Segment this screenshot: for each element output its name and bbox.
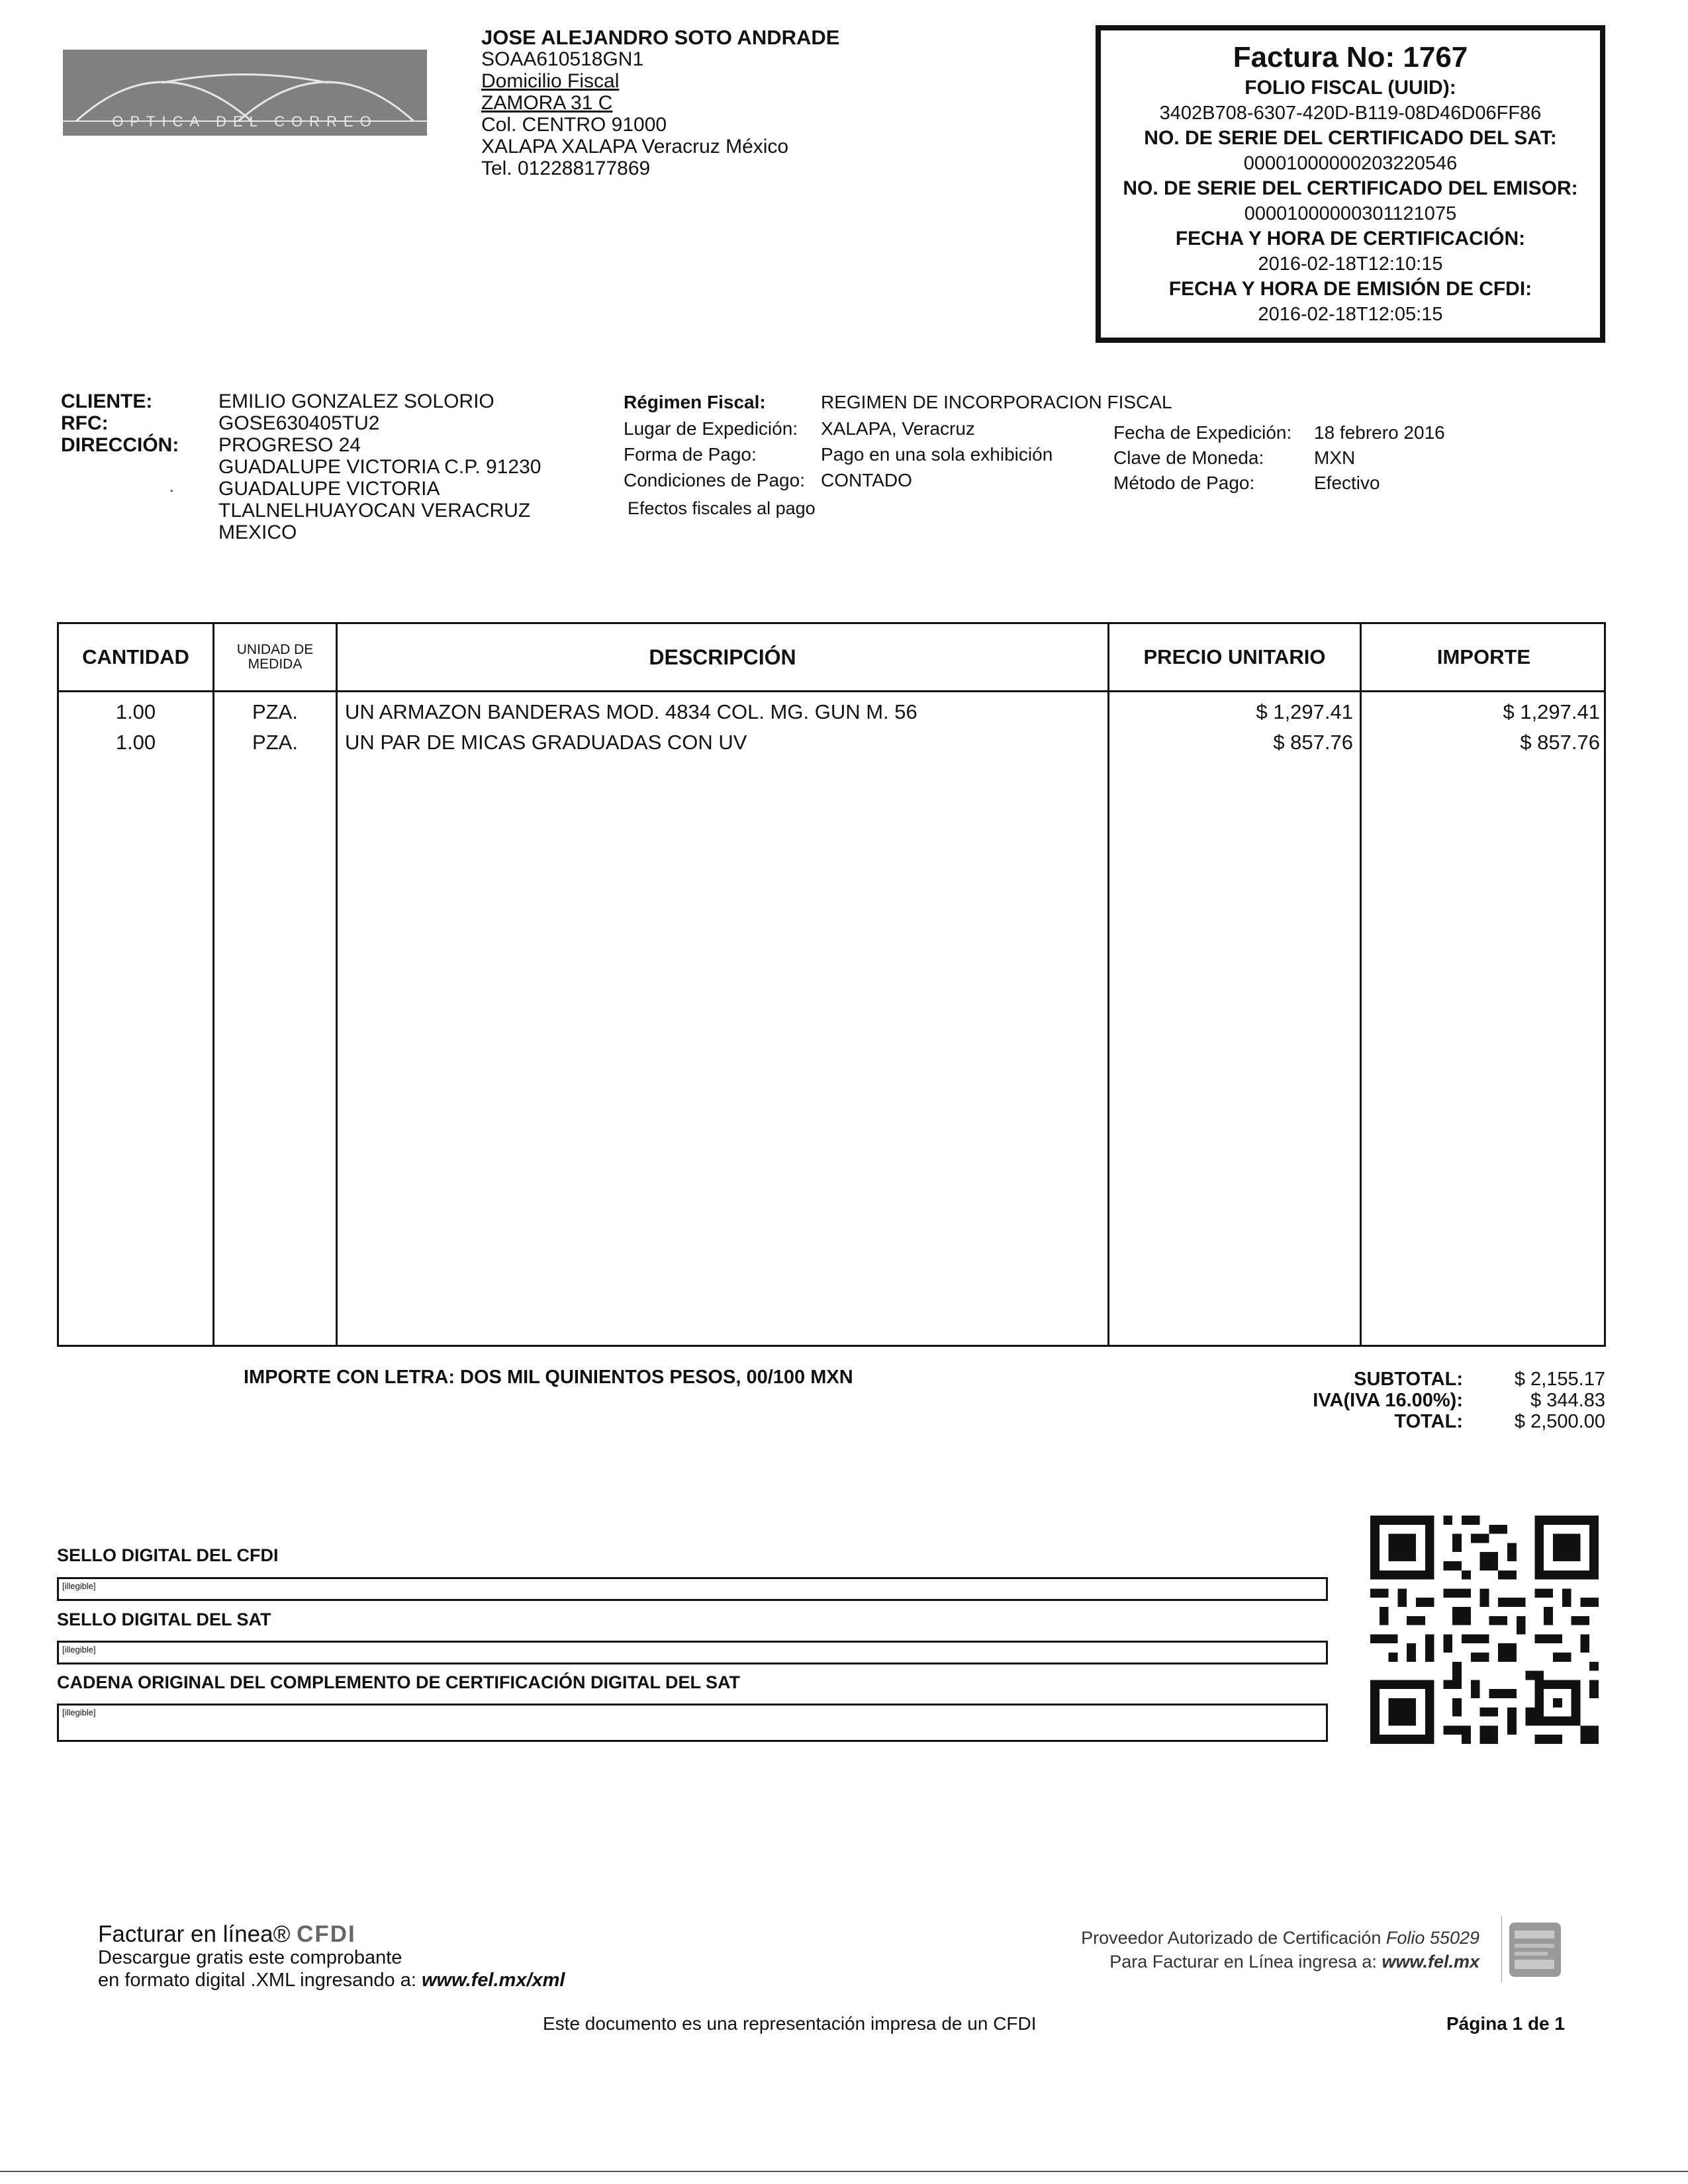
iva-value: $ 344.83: [1530, 1390, 1605, 1411]
emitter-info: [481, 26, 839, 179]
fel-brand: Facturar en línea®: [98, 1921, 291, 1947]
header-importe: IMPORTE: [1436, 645, 1531, 668]
fecha-expedicion-value: 18 febrero 2016: [1314, 422, 1445, 443]
folio-label: FOLIO FISCAL (UUID):: [1244, 77, 1456, 99]
totals-values: [1466, 1369, 1605, 1432]
fel-xml-line: [98, 1969, 565, 1991]
header-unidad: UNIDAD DE MEDIDA: [236, 642, 314, 672]
sat-certification-seal-icon: [1501, 1916, 1564, 1982]
certificacion-value: 2016-02-18T12:10:15: [1258, 253, 1443, 275]
fel-brand-line: [98, 1923, 565, 1946]
client-address-line: GUADALUPE VICTORIA: [218, 478, 440, 500]
qr-code: [1370, 1516, 1599, 1744]
client-labels: [61, 390, 179, 456]
stray-mark: .: [169, 478, 174, 496]
sello-cfdi-value: [illegible]: [57, 1577, 1328, 1601]
invoice-header-box: [1096, 25, 1605, 343]
row-2-importe: $ 857.76: [1520, 731, 1600, 754]
certificacion-label: FECHA Y HORA DE CERTIFICACIÓN:: [1175, 228, 1526, 250]
lugar-value: XALAPA, Veracruz: [821, 418, 975, 439]
iva-label: IVA(IVA 16.00%):: [1313, 1390, 1463, 1411]
client-info: [218, 390, 541, 543]
cadena-original-value: [illegible]: [57, 1704, 1328, 1742]
sello-sat-value: [illegible]: [57, 1641, 1328, 1664]
sello-sat-label: SELLO DIGITAL DEL SAT: [57, 1610, 271, 1629]
forma-value: Pago en una sola exhibición: [821, 444, 1053, 465]
emitter-colonia: Col. CENTRO 91000: [481, 114, 667, 136]
company-logo: [63, 50, 427, 136]
logo-text: OPTICA DEL CORREO: [112, 113, 378, 130]
subtotal-value: $ 2,155.17: [1514, 1369, 1605, 1390]
fel-xml-link[interactable]: www.fel.mx/xml: [421, 1970, 565, 1991]
column-divider: [336, 624, 338, 1345]
row-2-descripcion: UN PAR DE MICAS GRADUADAS CON UV: [345, 731, 747, 754]
emision-value: 2016-02-18T12:05:15: [1258, 304, 1443, 325]
cliente-label: CLIENTE:: [61, 390, 153, 412]
condiciones-label: Condiciones de Pago:: [624, 470, 805, 490]
moneda-label: Clave de Moneda:: [1113, 447, 1264, 468]
row-1-cantidad: 1.00: [115, 700, 156, 723]
fel-cfdi: CFDI: [297, 1921, 356, 1947]
domicilio-fiscal-label: Domicilio Fiscal: [481, 70, 620, 92]
row-2-unidad: PZA.: [252, 731, 298, 754]
forma-label: Forma de Pago:: [624, 444, 757, 465]
sello-cfdi-label: SELLO DIGITAL DEL CFDI: [57, 1545, 279, 1565]
metodo-pago-value: Efectivo: [1314, 473, 1380, 493]
header-divider: [59, 690, 1604, 692]
fel-download-text: Descargue gratis este comprobante: [98, 1947, 402, 1968]
proveedor-text: Proveedor Autorizado de Certificación: [1081, 1928, 1382, 1948]
emitter-tel: Tel. 012288177869: [481, 158, 651, 179]
emitter-name: JOSE ALEJANDRO SOTO ANDRADE: [481, 26, 840, 49]
facturar-en-linea-block: [98, 1923, 565, 1991]
header-descripcion: DESCRIPCIÓN: [649, 645, 796, 669]
row-1-precio: $ 1,297.41: [1256, 700, 1353, 723]
totals-labels: [1192, 1369, 1463, 1432]
client-address-line: MEXICO: [218, 522, 297, 543]
proveedor-line: [1006, 1926, 1479, 1950]
emision-label: FECHA Y HORA DE EMISIÓN DE CFDI:: [1168, 278, 1532, 300]
invoice-title: Factura No: 1767: [1233, 41, 1468, 73]
cadena-original-label: CADENA ORIGINAL DEL COMPLEMENTO DE CERTIFICACIÓN DIGITAL DEL SAT: [57, 1672, 741, 1692]
representacion-impresa-note: Este documento es una representación impresa de un CFDI: [543, 2013, 1037, 2034]
efectos-fiscales-note: Efectos fiscales al pago: [628, 498, 816, 518]
rfc-label: RFC:: [61, 412, 109, 434]
proveedor-url-link[interactable]: www.fel.mx: [1382, 1952, 1479, 1972]
header-precio-unitario: PRECIO UNITARIO: [1143, 645, 1326, 668]
serie-sat-value: 00001000000203220546: [1243, 153, 1458, 174]
moneda-value: MXN: [1314, 447, 1356, 468]
total-label: TOTAL:: [1394, 1411, 1463, 1432]
regimen-value: REGIMEN DE INCORPORACION FISCAL: [821, 392, 1172, 412]
row-2-cantidad: 1.00: [115, 731, 156, 754]
row-1-descripcion: UN ARMAZON BANDERAS MOD. 4834 COL. MG. GUN M. 56: [345, 700, 917, 723]
fecha-expedicion-label: Fecha de Expedición:: [1113, 422, 1292, 443]
lugar-label: Lugar de Expedición:: [624, 418, 798, 439]
direccion-label: DIRECCIÓN:: [61, 434, 179, 456]
page-number: Página 1 de 1: [1446, 2013, 1565, 2034]
subtotal-label: SUBTOTAL:: [1354, 1369, 1463, 1390]
row-2-precio: $ 857.76: [1273, 731, 1353, 754]
importe-con-letra: IMPORTE CON LETRA: DOS MIL QUINIENTOS PESOS, 00/100 MXN: [244, 1367, 853, 1388]
proveedor-autorizado-block: [1006, 1926, 1479, 1974]
serie-sat-label: NO. DE SERIE DEL CERTIFICADO DEL SAT:: [1144, 127, 1557, 149]
emitter-city: XALAPA XALAPA Veracruz México: [481, 136, 789, 158]
row-1-unidad: PZA.: [252, 700, 298, 723]
fel-xml-prefix: en formato digital .XML ingresando a:: [98, 1970, 422, 1991]
regimen-row: [624, 392, 766, 413]
condiciones-value: CONTADO: [821, 470, 912, 490]
client-address-line: PROGRESO 24: [218, 434, 361, 456]
serie-emisor-value: 00001000000301121075: [1244, 203, 1457, 224]
client-name: EMILIO GONZALEZ SOLORIO: [218, 390, 494, 412]
client-address-line: GUADALUPE VICTORIA C.P. 91230: [218, 456, 541, 478]
proveedor-url-prefix: Para Facturar en Línea ingresa a:: [1109, 1952, 1382, 1972]
emitter-rfc: SOAA610518GN1: [481, 48, 644, 70]
row-1-importe: $ 1,297.41: [1503, 700, 1600, 723]
client-address-line: TLALNELHUAYOCAN VERACRUZ: [218, 500, 531, 522]
regimen-label: Régimen Fiscal:: [624, 392, 766, 412]
folio-value: 3402B708-6307-420D-B119-08D46D06FF86: [1159, 103, 1542, 124]
header-cantidad: CANTIDAD: [82, 645, 189, 668]
emitter-street: ZAMORA 31 C: [481, 92, 613, 114]
proveedor-url-line: [1006, 1950, 1479, 1974]
serie-emisor-label: NO. DE SERIE DEL CERTIFICADO DEL EMISOR:: [1123, 177, 1578, 199]
proveedor-folio: Folio 55029: [1385, 1928, 1479, 1948]
items-table: [57, 622, 1606, 1347]
client-rfc: GOSE630405TU2: [218, 412, 380, 434]
total-value: $ 2,500.00: [1514, 1411, 1605, 1432]
metodo-pago-label: Método de Pago:: [1113, 473, 1255, 493]
bottom-scan-edge: [0, 2171, 1688, 2172]
